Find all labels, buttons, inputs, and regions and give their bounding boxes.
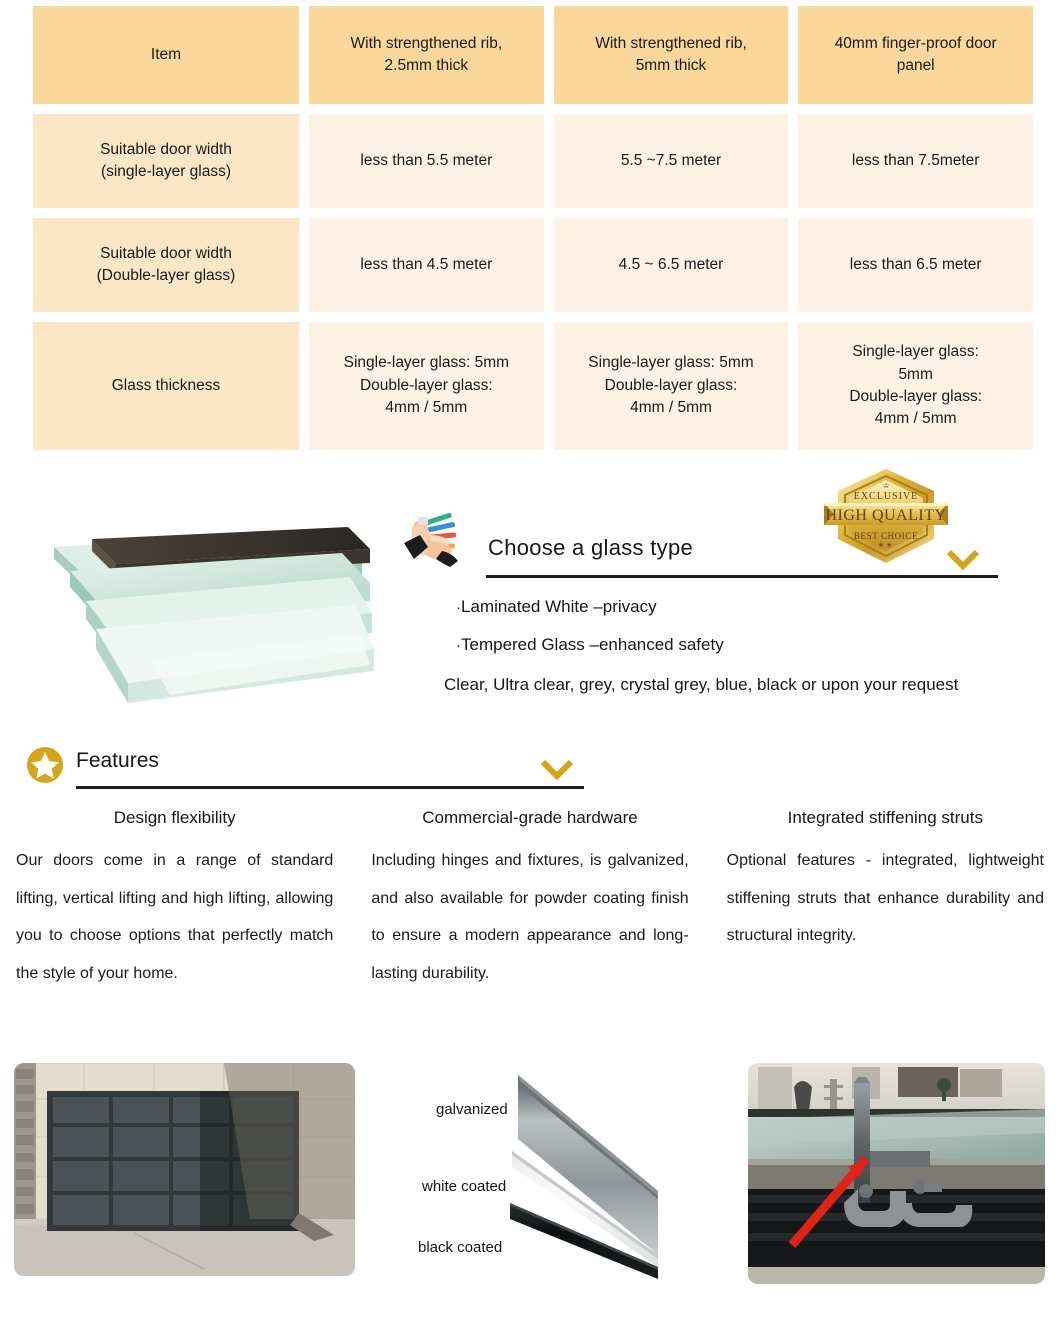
chevron-down-icon[interactable] [538,757,576,783]
features-columns [0,808,1060,992]
star-icon [26,746,64,784]
feature-heading: Design flexibility [113,808,236,827]
row-label-glass-thickness: Glass thickness [33,322,299,450]
high-quality-badge-icon [820,465,952,575]
feature-heading: Commercial-grade hardware [422,808,638,827]
glass-type-option-list [456,597,1016,673]
glass-color-note: Clear, Ultra clear, grey, crystal grey, blue, black or upon your request [444,675,959,694]
strip-label-black-coated: black coated [418,1239,503,1256]
glass-type-title: Choose a glass type [488,535,694,560]
glass-option [456,597,1016,617]
glass-option-label: Tempered Glass –enhanced safety [461,635,724,654]
color-swatch-hand-icon [398,507,470,569]
features-header [0,740,1060,792]
header-line: 40mm finger-proof door [834,34,997,52]
table-row [33,114,1033,208]
feature-body: Including hinges and fixtures, is galvanized, and also available for powder coating finish to ensure a modern appearance and long-lasting durability. [371,852,689,982]
garage-door-photo [14,1063,355,1276]
strip-label-galvanized: galvanized [436,1101,508,1118]
table-cell: 4.5 ~ 6.5 meter [554,218,789,312]
cell-line: 4mm / 5mm [630,399,712,417]
header-line: With strengthened rib, [595,34,747,52]
table-cell: less than 6.5 meter [798,218,1033,312]
door-profile-closeup-photo [748,1063,1045,1284]
coating-strips-photo [408,1063,708,1283]
glass-type-divider [486,575,998,578]
cell-line: 4mm / 5mm [874,410,957,428]
glass-option [456,635,1016,655]
cell-line: Double-layer glass: [849,388,983,405]
svg-text:♔: ♔ [882,483,890,490]
cell-line: Single-layer glass: 5mm [588,354,754,372]
feature-column-commercial-grade-hardware [371,808,688,992]
cell-line: 4mm / 5mm [385,399,468,417]
feature-heading: Integrated stiffening struts [787,808,983,827]
svg-text:BEST CHOICE: BEST CHOICE [853,531,919,541]
features-title: Features [76,749,159,772]
glass-type-section [0,483,1060,727]
cell-line: Single-layer glass: [852,343,979,361]
glass-option-label: Laminated White –privacy [461,597,657,616]
bottom-photo-row [0,1055,1060,1295]
table-header-col-2 [554,6,789,104]
table-header-col-1 [309,6,544,104]
table-cell [798,322,1033,450]
svg-text:★★: ★★ [877,542,895,549]
table-cell: less than 7.5meter [798,114,1033,208]
header-line: panel [896,57,935,74]
table-cell [309,322,544,450]
cell-line: Single-layer glass: 5mm [343,354,510,372]
row-label-line: (Double-layer glass) [96,267,236,284]
cell-line: Double-layer glass: [604,376,738,394]
feature-column-design-flexibility [16,808,333,992]
table-cell: less than 4.5 meter [309,218,544,312]
header-line: With strengthened rib, [350,34,503,52]
glass-stack-photo [30,509,375,714]
table-cell: 5.5 ~7.5 meter [554,114,789,208]
strip-label-white-coated: white coated [422,1178,507,1195]
svg-text:HIGH QUALITY: HIGH QUALITY [825,507,947,524]
table-row [33,218,1033,312]
specification-table [33,6,1033,460]
glass-type-content [398,483,1018,727]
row-label-line: Suitable door width [100,140,232,158]
row-label-line: Suitable door width [100,244,232,262]
row-label-double-layer-width [33,218,299,312]
feature-column-integrated-stiffening-struts [727,808,1044,992]
cell-line: 5mm [898,365,933,383]
table-header-col-3 [798,6,1033,104]
header-line: 5mm thick [635,57,707,74]
svg-text:EXCLUSIVE: EXCLUSIVE [853,491,919,502]
header-line: 2.5mm thick [384,57,469,74]
row-label-single-layer-width [33,114,299,208]
table-cell: less than 5.5 meter [309,114,544,208]
features-divider [76,786,584,789]
row-label-line: (single-layer glass) [100,163,232,180]
bullet-icon: · [456,599,461,616]
features-section [0,740,1060,982]
feature-body: Our doors come in a range of standard lifting, vertical lifting and high lifting, allowing you to choose options that perfectly match the style of your home. [16,852,334,982]
bullet-icon: · [456,637,461,654]
cell-line: Double-layer glass: [359,376,493,394]
table-header-item: Item [33,6,299,104]
table-row [33,322,1033,450]
table-cell [554,322,789,450]
table-header-row [33,6,1033,104]
feature-body: Optional features - integrated, lightweight stiffening struts that enhance durability and structural integrity. [726,852,1044,945]
